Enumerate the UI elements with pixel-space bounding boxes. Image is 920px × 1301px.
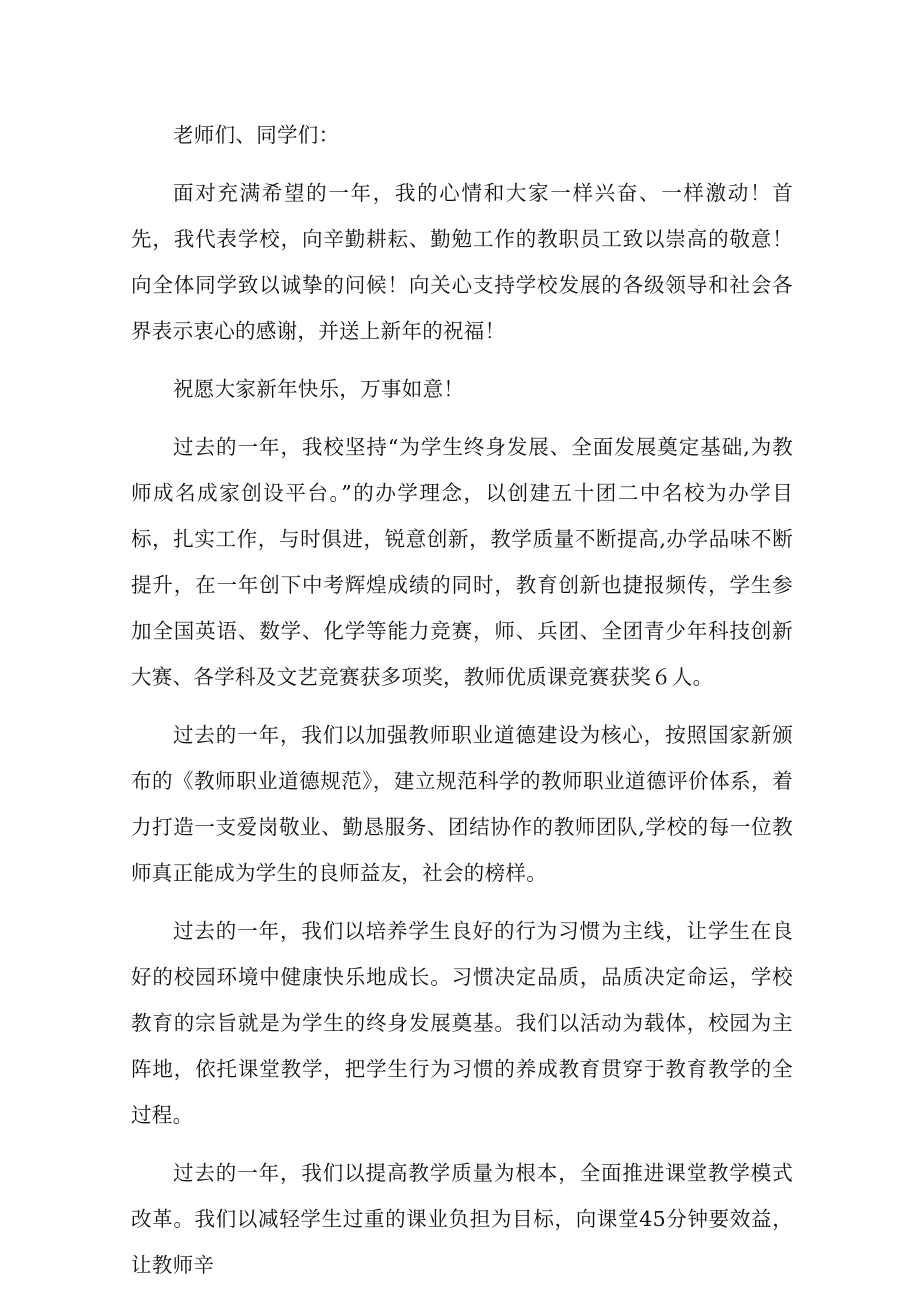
paragraph-teacher-ethics: 过去的一年，我们以加强教师职业道德建设为核心，按照国家新颁布的《教师职业道德规范》，建立规范科学的教师职业道德评价体系，着力打造一支爱岗敬业、勤恳服务、团结协作的教师团队,学校的每一位教师真正能成为学生的良师益友，社会的榜样。: [131, 723, 793, 885]
paragraph-student-habits: 过去的一年，我们以培养学生良好的行为习惯为主线，让学生在良好的校园环境中健康快乐地成长。习惯决定品质，品质决定命运，学校教育的宗旨就是为学生的终身发展奠基。我们以活动为载体，校园为主阵地，依托课堂教学，把学生行为习惯的养成教育贯穿于教育教学的全过程。: [131, 919, 793, 1127]
paragraph-school-achievements: 过去的一年，我校坚持“为学生终身发展、全面发展奠定基础,为教师成名成家创设平台。”的办学理念，以创建五十团二中名校为办学目标，扎实工作，与时俱进，锐意创新，教学质量不断提高,办学品味不断提升，在一年创下中考辉煌成绩的同时，教育创新也捷报频传，学生参加全国英语、数学、化学等能力竞赛，师、兵团、全团青少年科技创新大赛、各学科及文艺竞赛获多项奖，教师优质课竞赛获奖６人。: [131, 435, 793, 689]
paragraph-greeting: 面对充满希望的一年，我的心情和大家一样兴奋、一样激动！首先，我代表学校，向辛勤耕耘、勤勉工作的教职员工致以崇高的敬意！向全体同学致以诚挚的问候！向关心支持学校发展的各级领导和社会各界表示衷心的感谢，并送上新年的祝福！: [131, 181, 793, 343]
paragraph-teaching-quality: 过去的一年，我们以提高教学质量为根本，全面推进课堂教学模式改革。我们以减轻学生过重的课业负担为目标，向课堂45分钟要效益，让教师辛: [131, 1161, 793, 1277]
salutation: 老师们、同学们：: [173, 123, 340, 147]
paragraph-wish: 祝愿大家新年快乐，万事如意！: [173, 377, 465, 401]
document-body: [131, 112, 793, 1300]
